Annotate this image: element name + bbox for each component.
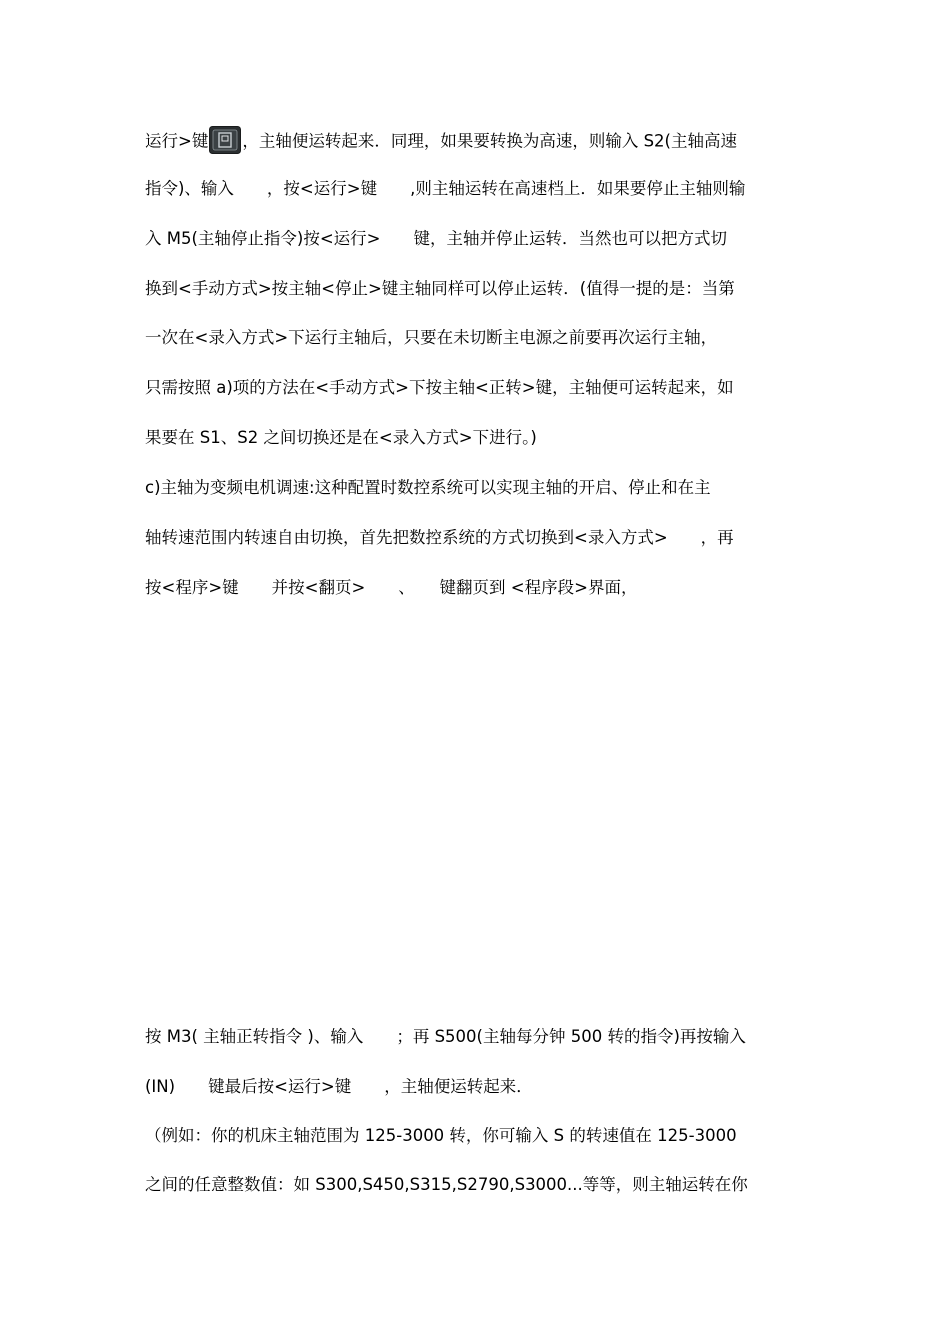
text-line-4: 换到<手动方式>按主轴<停止>键主轴同样可以停止运转．(值得一提的是：当第 [145, 279, 735, 298]
text-line-2: 指令)、输入 ，按<运行>键 ,则主轴运转在高速档上．如果要停止主轴则输 [145, 179, 746, 198]
run-key-icon [209, 126, 241, 154]
text-line-5: 一次在<录入方式>下运行主轴后，只要在未切断主电源之前要再次运行主轴， [145, 328, 718, 347]
text-line-9: 轴转速范围内转速自由切换，首先把数控系统的方式切换到<录入方式> ，再 [145, 528, 734, 547]
text-line-1 [145, 128, 737, 156]
text-line-6: 只需按照 a)项的方法在<手动方式>下按主轴<正转>键，主轴便可运转起来，如 [145, 378, 734, 397]
text-segment: ，主轴便运转起来．同理，如果要转换为高速，则输入 S2(主轴高速 [242, 131, 737, 151]
text-line-12: (IN) 键最后按<运行>键 ，主轴便运转起来． [145, 1077, 533, 1096]
text-line-13: （例如：你的机床主轴范围为 125-3000 转，你可输入 S 的转速值在 125-3000 [145, 1126, 737, 1145]
text-line-3: 入 M5(主轴停止指令)按<运行> 键，主轴并停止运转．当然也可以把方式切 [145, 229, 728, 248]
text-line-11: 按 M3( 主轴正转指令 )、输入 ；再 S500(主轴每分钟 500 转的指令)再按输入 [145, 1027, 746, 1046]
text-line-7: 果要在 S1、S2 之间切换还是在<录入方式>下进行。) [145, 428, 537, 447]
text-segment: 运行>键 [145, 131, 209, 151]
text-line-10: 按<程序>键 并按<翻页> 、 键翻页到 <程序段>界面， [145, 578, 638, 597]
text-line-14: 之间的任意整数值：如 S300,S450,S315,S2790,S3000...等等，则主轴运转在你 [145, 1175, 748, 1194]
text-line-8: c)主轴为变频电机调速:这种配置时数控系统可以实现主轴的开启、停止和在主 [145, 478, 711, 497]
